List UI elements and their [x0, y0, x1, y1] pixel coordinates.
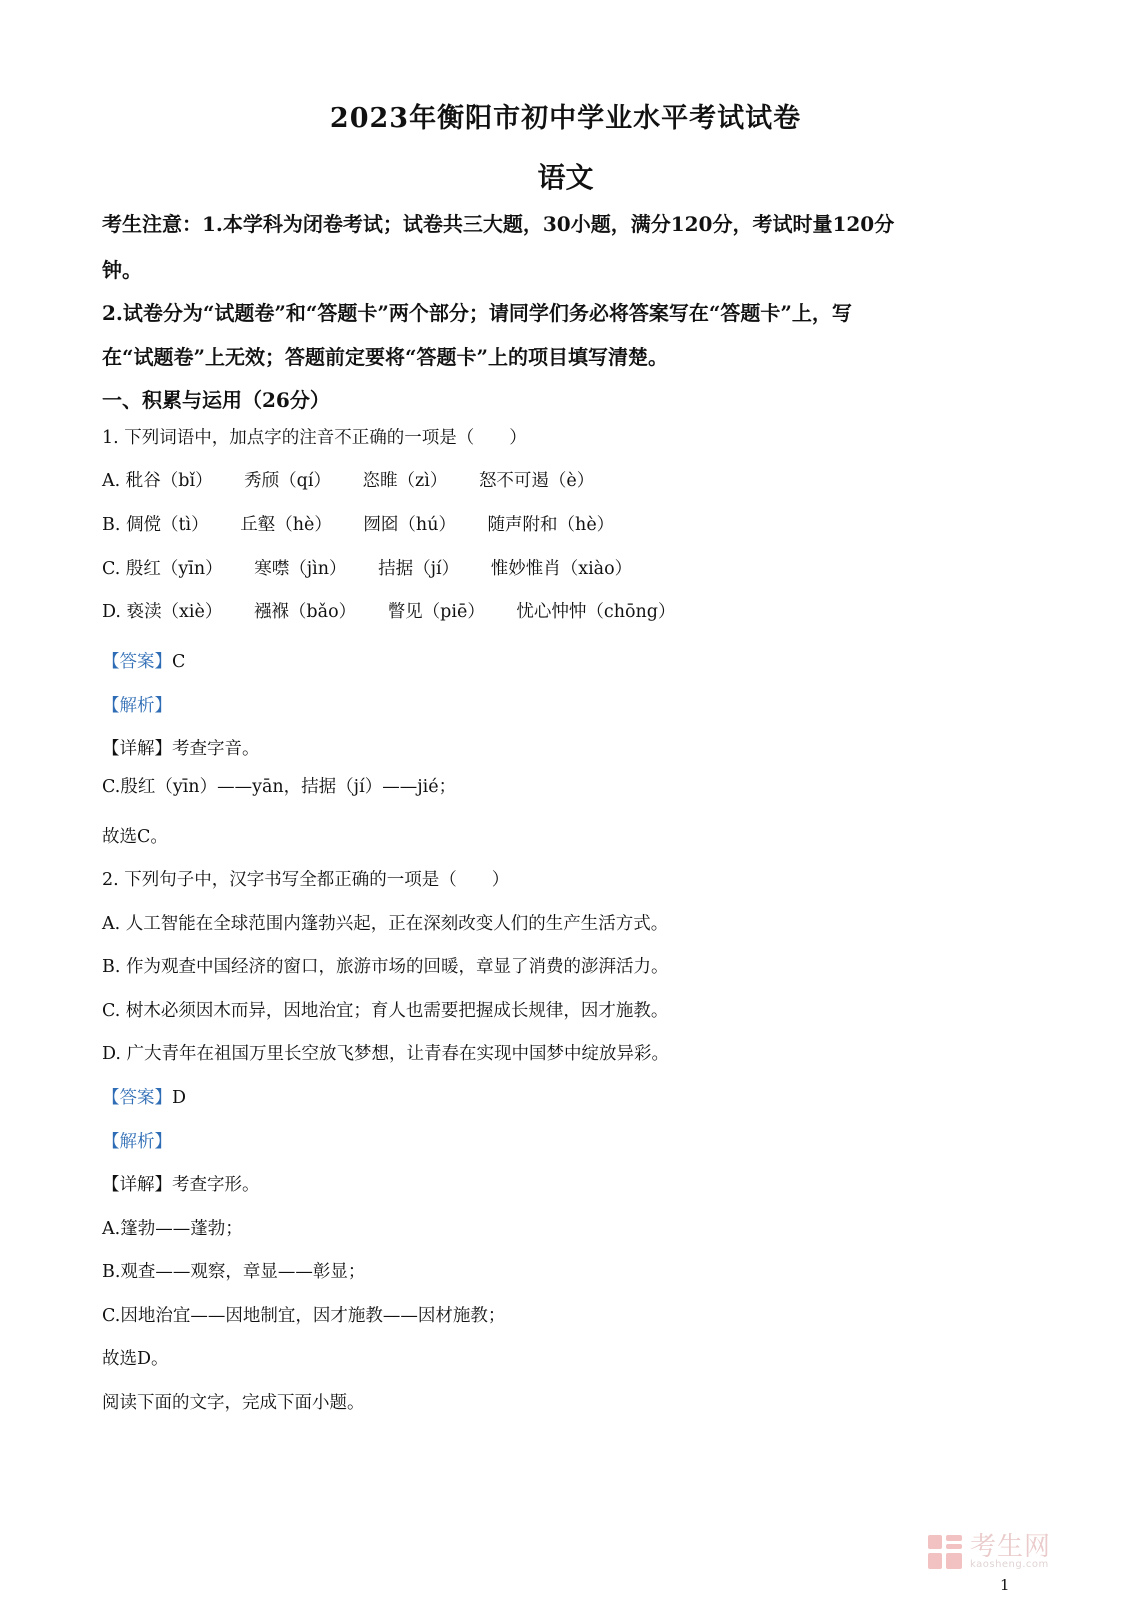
q1-option-c	[102, 555, 658, 580]
q2-explanation-b: B.观查——观察，章显——彰显；	[102, 1262, 366, 1282]
option-term: 寒噤（jìn）	[254, 559, 347, 579]
q2-option-b: B. 作为观查中国经济的窗口，旅游市场的回暖，章显了消费的澎湃活力。	[102, 957, 669, 977]
watermark-domain: kaosheng.com	[970, 1559, 1049, 1570]
reading-intro: 阅读下面的文字，完成下面小题。	[102, 1393, 365, 1413]
option-term: 怒不可遏（è）	[478, 471, 595, 491]
option-term: 随声附和（hè）	[487, 515, 615, 535]
q2-explanation-a: A.篷勃——蓬勃；	[102, 1219, 243, 1239]
notice-line-2: 钟。	[102, 258, 142, 282]
q1-analysis-tag: 【解析】	[102, 696, 172, 716]
q1-answer	[102, 648, 185, 673]
subject-title: 语文	[537, 161, 594, 194]
answer-value: D	[172, 1088, 187, 1108]
answer-tag: 【答案】	[102, 1088, 172, 1108]
section-heading: 一、积累与运用（26分）	[102, 388, 330, 412]
q1-option-d	[102, 598, 702, 623]
q2-stem: 2. 下列句子中，汉字书写全都正确的一项是（ ）	[102, 870, 510, 890]
q2-analysis-tag: 【解析】	[102, 1132, 172, 1152]
notice-line-3: 2.试卷分为“试题卷”和“答题卡”两个部分；请同学们务必将答案写在“答题卡”上，写	[102, 301, 852, 325]
answer-tag: 【答案】	[102, 652, 172, 672]
option-term: C. 殷红（yīn）	[102, 559, 223, 579]
option-term: B. 倜傥（tì）	[102, 515, 209, 535]
q2-option-d: D. 广大青年在祖国万里长空放飞梦想，让青春在实现中国梦中绽放异彩。	[102, 1044, 670, 1064]
option-term: 恣睢（zì）	[362, 471, 448, 491]
notice-line-1: 考生注意：1.本学科为闭卷考试；试卷共三大题，30小题，满分120分，考试时量120分	[102, 212, 895, 236]
watermark-brand: 考生网	[970, 1532, 1052, 1562]
q1-option-b	[102, 511, 640, 536]
option-term: D. 亵渎（xiè）	[102, 602, 223, 622]
q2-explanation-c: C.因地治宜——因地制宜，因才施教——因材施教；	[102, 1306, 506, 1326]
option-term: 秀颀（qí）	[244, 471, 331, 491]
watermark-logo-icon	[928, 1535, 962, 1569]
q1-option-a	[102, 467, 620, 492]
q1-stem: 1. 下列词语中，加点字的注音不正确的一项是（ ）	[102, 428, 527, 448]
answer-value: C	[172, 652, 186, 672]
q2-answer	[102, 1084, 186, 1109]
page-number: 1	[1000, 1576, 1010, 1594]
watermark	[928, 1530, 1088, 1574]
option-term: 丘壑（hè）	[240, 515, 332, 535]
option-term: 惟妙惟肖（xiào）	[490, 559, 633, 579]
q2-option-c: C. 树木必须因木而异，因地治宜；育人也需要把握成长规律，因才施教。	[102, 1001, 669, 1021]
q1-detail: 【详解】考查字音。	[102, 739, 260, 759]
q2-option-a: A. 人工智能在全球范围内篷勃兴起，正在深刻改变人们的生产生活方式。	[102, 914, 669, 934]
option-term: A. 秕谷（bǐ）	[102, 471, 213, 491]
option-term: 忧心忡忡（chōng）	[516, 602, 676, 622]
q2-detail: 【详解】考查字形。	[102, 1175, 260, 1195]
notice-line-4: 在“试题卷”上无效；答题前定要将“答题卡”上的项目填写清楚。	[102, 345, 669, 369]
option-term: 瞥见（piē）	[387, 602, 485, 622]
exam-title: 2023年衡阳市初中学业水平考试试卷	[329, 103, 802, 134]
q1-conclusion: 故选C。	[102, 827, 168, 847]
option-term: 襁褓（bǎo）	[253, 602, 357, 622]
q2-conclusion: 故选D。	[102, 1349, 169, 1369]
option-term: 拮据（jí）	[378, 559, 460, 579]
option-term: 囫囵（hú）	[363, 515, 456, 535]
q1-explanation: C.殷红（yīn）——yān，拮据（jí）——jié；	[102, 777, 457, 797]
